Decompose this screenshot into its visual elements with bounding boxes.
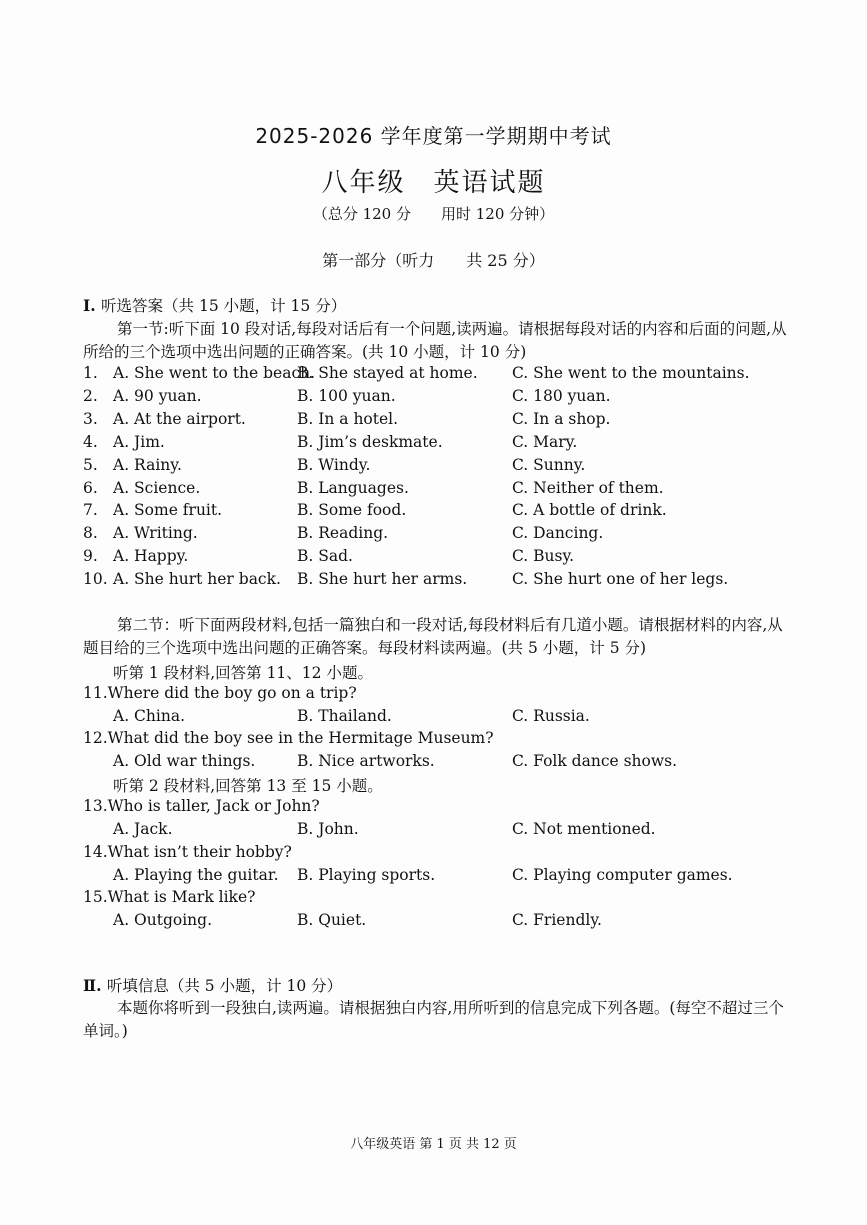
option-c: C. Russia. [512,707,590,725]
question-text: 12.What did the boy see in the Hermitage Museum? [83,729,494,747]
option-a: A. Writing. [113,524,198,542]
option-b: B. Sad. [297,547,353,565]
question-number: 6. [83,479,98,497]
option-a: A. She went to the beach. [113,364,316,382]
option-c: C. Folk dance shows. [512,752,678,770]
option-b: B. Languages. [297,479,409,497]
section1-heading [83,294,346,316]
option-c: C. Busy. [512,547,575,565]
section2-heading-text: 听填信息（共 5 小题，计 10 分） [106,977,343,995]
question-text: 11.Where did the boy go on a trip? [83,684,357,702]
question-number: 1. [83,364,98,382]
option-a: A. China. [113,707,185,725]
option-c: C. Playing computer games. [512,866,733,884]
option-b: B. 100 yuan. [297,387,396,405]
option-c: C. Friendly. [512,911,602,929]
material1-note: 听第 1 段材料,回答第 11、12 小题。 [113,664,373,682]
option-a: A. Science. [113,479,201,497]
option-a: A. She hurt her back. [113,570,281,588]
option-b: B. Thailand. [297,707,392,725]
option-b: B. Some food. [297,501,407,519]
subsection1-intro: 第一节:听下面 10 段对话,每段对话后有一个问题,读两遍。请根据每段对话的内容和后面的问题,从所给的三个选项中选出问题的正确答案。(共 10 小题，计 10 分) [83,320,787,361]
question-number: 3. [83,410,98,428]
exam-title: 2025-2026 学年度第一学期期中考试 [255,124,612,148]
option-b: B. Jim’s deskmate. [297,433,443,451]
question-number: 4. [83,433,98,451]
question-number: 8. [83,524,98,542]
question-number: 5. [83,456,98,474]
part-title: 第一部分（听力 共 25 分） [322,251,545,270]
option-c: C. 180 yuan. [512,387,611,405]
option-a: A. 90 yuan. [113,387,202,405]
question-number: 9. [83,547,98,565]
option-a: A. Old war things. [113,752,256,770]
option-a: A. Happy. [113,547,189,565]
subsection2-intro: 第二节：听下面两段材料,包括一篇独白和一段对话,每段材料后有几道小题。请根据材料的内容,从题目给的三个选项中选出问题的正确答案。每段材料读两遍。(共 5 小题，计 5 分) [83,616,783,657]
option-b: B. Nice artworks. [297,752,435,770]
section2-intro: 本题你将听到一段独白,读两遍。请根据独白内容,用所听到的信息完成下列各题。(每空不超过三个单词。) [83,999,784,1040]
option-c: C. A bottle of drink. [512,501,667,519]
option-b: B. John. [297,820,359,838]
option-a: A. Outgoing. [113,911,213,929]
option-a: A. Jack. [113,820,173,838]
score-info: （总分 120 分 用时 120 分钟） [312,205,555,223]
option-c: C. She hurt one of her legs. [512,570,729,588]
subject-title: 八年级 英语试题 [321,168,546,198]
option-c: C. Sunny. [512,456,586,474]
option-b: B. She hurt her arms. [297,570,468,588]
option-b: B. Reading. [297,524,389,542]
option-a: A. Some fruit. [113,501,223,519]
section1-heading-text: 听选答案（共 15 小题，计 15 分） [101,297,347,315]
option-a: A. Jim. [113,433,165,451]
option-a: A. At the airport. [113,410,246,428]
option-c: C. Not mentioned. [512,820,656,838]
option-c: C. Neither of them. [512,479,664,497]
option-b: B. Windy. [297,456,371,474]
option-c: C. Mary. [512,433,578,451]
question-number: 10. [83,570,108,588]
option-b: B. Quiet. [297,911,367,929]
option-c: C. In a shop. [512,410,611,428]
question-text: 15.What is Mark like? [83,888,256,906]
option-a: A. Playing the guitar. [113,866,279,884]
material2-note: 听第 2 段材料,回答第 13 至 15 小题。 [113,777,383,795]
option-b: B. Playing sports. [297,866,436,884]
option-c: C. She went to the mountains. [512,364,750,382]
question-text: 14.What isn’t their hobby? [83,843,292,861]
option-b: B. She stayed at home. [297,364,478,382]
option-b: B. In a hotel. [297,410,399,428]
page-footer: 八年级英语 第 1 页 共 12 页 [350,1137,517,1152]
section2-heading [83,974,342,996]
question-text: 13.Who is taller, Jack or John? [83,797,320,815]
option-c: C. Dancing. [512,524,604,542]
section2-heading-prefix: Ⅱ. [83,976,107,995]
option-a: A. Rainy. [113,456,182,474]
section1-heading-prefix: I. [83,296,102,315]
question-number: 2. [83,387,98,405]
question-number: 7. [83,501,98,519]
